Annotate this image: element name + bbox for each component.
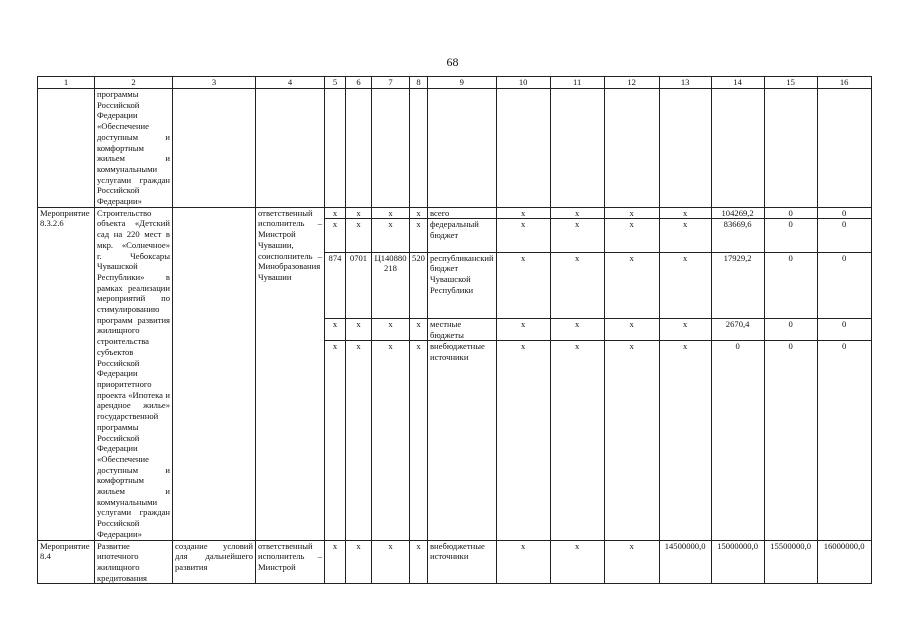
measure-executor-cell: ответственный исполнитель – Минстрой Чувашии, соисполнитель – Минобразования Чувашии (256, 207, 325, 540)
table-cell: x (550, 318, 604, 341)
table-cell (346, 89, 372, 208)
measure-code-cell: Мероприятие 8.3.2.6 (38, 207, 95, 540)
table-cell: Ц140880218 (372, 252, 410, 318)
table-cell: x (410, 207, 428, 219)
header-cell: 14 (711, 77, 764, 89)
table-cell: x (604, 252, 659, 318)
table-cell: x (659, 318, 711, 341)
table-cell (372, 89, 410, 208)
header-cell: 15 (764, 77, 817, 89)
amount-cell: 14500000,0 (659, 540, 711, 584)
table-cell: x (325, 207, 346, 219)
continued-name-cell: программы Российской Федерации «Обеспечение доступным и комфортным жильем и коммунальными услугами граждан Российской Федерации» (95, 89, 173, 208)
table-cell: x (410, 219, 428, 252)
header-cell: 3 (173, 77, 256, 89)
table-cell: x (496, 341, 550, 540)
amount-cell: 83669,6 (711, 219, 764, 252)
table-cell: 0701 (346, 252, 372, 318)
table-cell: x (496, 540, 550, 584)
table-cell: x (604, 219, 659, 252)
funding-source-cell: федеральный бюджет (428, 219, 497, 252)
table-cell: x (372, 207, 410, 219)
header-cell: 2 (95, 77, 173, 89)
table-cell (817, 89, 871, 208)
header-cell: 16 (817, 77, 871, 89)
table-cell (659, 89, 711, 208)
table-cell: x (410, 540, 428, 584)
amount-cell: 0 (817, 252, 871, 318)
amount-cell: 0 (764, 219, 817, 252)
table-cell: x (325, 341, 346, 540)
table-cell: x (325, 219, 346, 252)
table-cell: x (372, 341, 410, 540)
measure-executor-cell: ответственный исполнитель – Минстрой (256, 540, 325, 584)
measure-name-cell: Строительство объекта «Детский сад на 220 мест в мкр. «Солнечное» г. Чебоксары Чувашской Республики» в рамках реализации мероприятий по стимулированию программ развития жилищного строительства субъектов Российской Федерации приоритетного проекта «Ипотека и арендное жилье» государственной программы Российской Федерации «Обеспечение доступным и комфортным жильем и коммунальными услугами граждан Российской Федерации» (95, 207, 173, 540)
table-cell: x (496, 318, 550, 341)
table-cell: x (346, 540, 372, 584)
amount-cell: 15500000,0 (764, 540, 817, 584)
header-cell: 8 (410, 77, 428, 89)
amount-cell: 0 (764, 207, 817, 219)
table-cell: x (659, 207, 711, 219)
header-cell: 7 (372, 77, 410, 89)
funding-source-cell: внебюджетные источники (428, 341, 497, 540)
table-cell: x (550, 341, 604, 540)
table-cell: x (372, 318, 410, 341)
table-cell: x (372, 540, 410, 584)
table-cell (38, 89, 95, 208)
amount-cell: 17929,2 (711, 252, 764, 318)
header-cell: 1 (38, 77, 95, 89)
table-cell: x (550, 252, 604, 318)
header-cell: 11 (550, 77, 604, 89)
table-cell (173, 89, 256, 208)
header-cell: 5 (325, 77, 346, 89)
amount-cell: 0 (764, 252, 817, 318)
table-cell: x (496, 252, 550, 318)
amount-cell: 0 (817, 318, 871, 341)
table-cell: x (659, 252, 711, 318)
table-cell: x (550, 540, 604, 584)
amount-cell: 15000000,0 (711, 540, 764, 584)
measure-code-cell: Мероприятие 8.4 (38, 540, 95, 584)
table-cell: x (325, 318, 346, 341)
table-cell: x (410, 318, 428, 341)
table-cell (256, 89, 325, 208)
table-cell: x (346, 207, 372, 219)
amount-cell: 16000000,0 (817, 540, 871, 584)
header-cell: 10 (496, 77, 550, 89)
table-cell: 520 (410, 252, 428, 318)
measure-goal-cell: создание условий для дальнейшего развития (173, 540, 256, 584)
table-cell (496, 89, 550, 208)
table-cell: x (346, 219, 372, 252)
header-cell: 9 (428, 77, 497, 89)
table-cell: x (604, 341, 659, 540)
table-cell: x (372, 219, 410, 252)
table-cell (711, 89, 764, 208)
amount-cell: 0 (711, 341, 764, 540)
measure-name-cell: Развитие ипотечного жилищного кредитования (95, 540, 173, 584)
amount-cell: 0 (764, 318, 817, 341)
funding-source-cell: местные бюджеты (428, 318, 497, 341)
table-cell (410, 89, 428, 208)
header-cell: 4 (256, 77, 325, 89)
table-cell: x (659, 341, 711, 540)
header-cell: 13 (659, 77, 711, 89)
amount-cell: 0 (764, 341, 817, 540)
table-row (38, 207, 872, 219)
table-cell (428, 89, 497, 208)
amount-cell: 0 (817, 207, 871, 219)
table-cell: x (659, 219, 711, 252)
table-cell: x (604, 318, 659, 341)
budget-table (37, 76, 872, 584)
table-cell: x (325, 540, 346, 584)
table-cell (604, 89, 659, 208)
table-row (38, 540, 872, 584)
header-cell: 12 (604, 77, 659, 89)
continuation-row (38, 89, 872, 208)
table-cell: 874 (325, 252, 346, 318)
table-cell (764, 89, 817, 208)
table-cell: x (410, 341, 428, 540)
header-row (38, 77, 872, 89)
funding-source-cell: республиканский бюджет Чувашской Республики (428, 252, 497, 318)
page-number: 68 (446, 55, 459, 69)
amount-cell: 0 (817, 341, 871, 540)
table-cell: x (346, 341, 372, 540)
table-cell: x (346, 318, 372, 341)
funding-source-cell: всего (428, 207, 497, 219)
table-cell: x (604, 207, 659, 219)
table-cell: x (496, 219, 550, 252)
amount-cell: 0 (817, 219, 871, 252)
table-cell (550, 89, 604, 208)
table-cell (325, 89, 346, 208)
header-cell: 6 (346, 77, 372, 89)
table-cell: x (496, 207, 550, 219)
amount-cell: 2670,4 (711, 318, 764, 341)
table-cell: x (550, 207, 604, 219)
table-cell: x (550, 219, 604, 252)
table-cell: x (604, 540, 659, 584)
amount-cell: 104269,2 (711, 207, 764, 219)
funding-source-cell: внебюджетные источники (428, 540, 497, 584)
measure-goal-cell (173, 207, 256, 540)
